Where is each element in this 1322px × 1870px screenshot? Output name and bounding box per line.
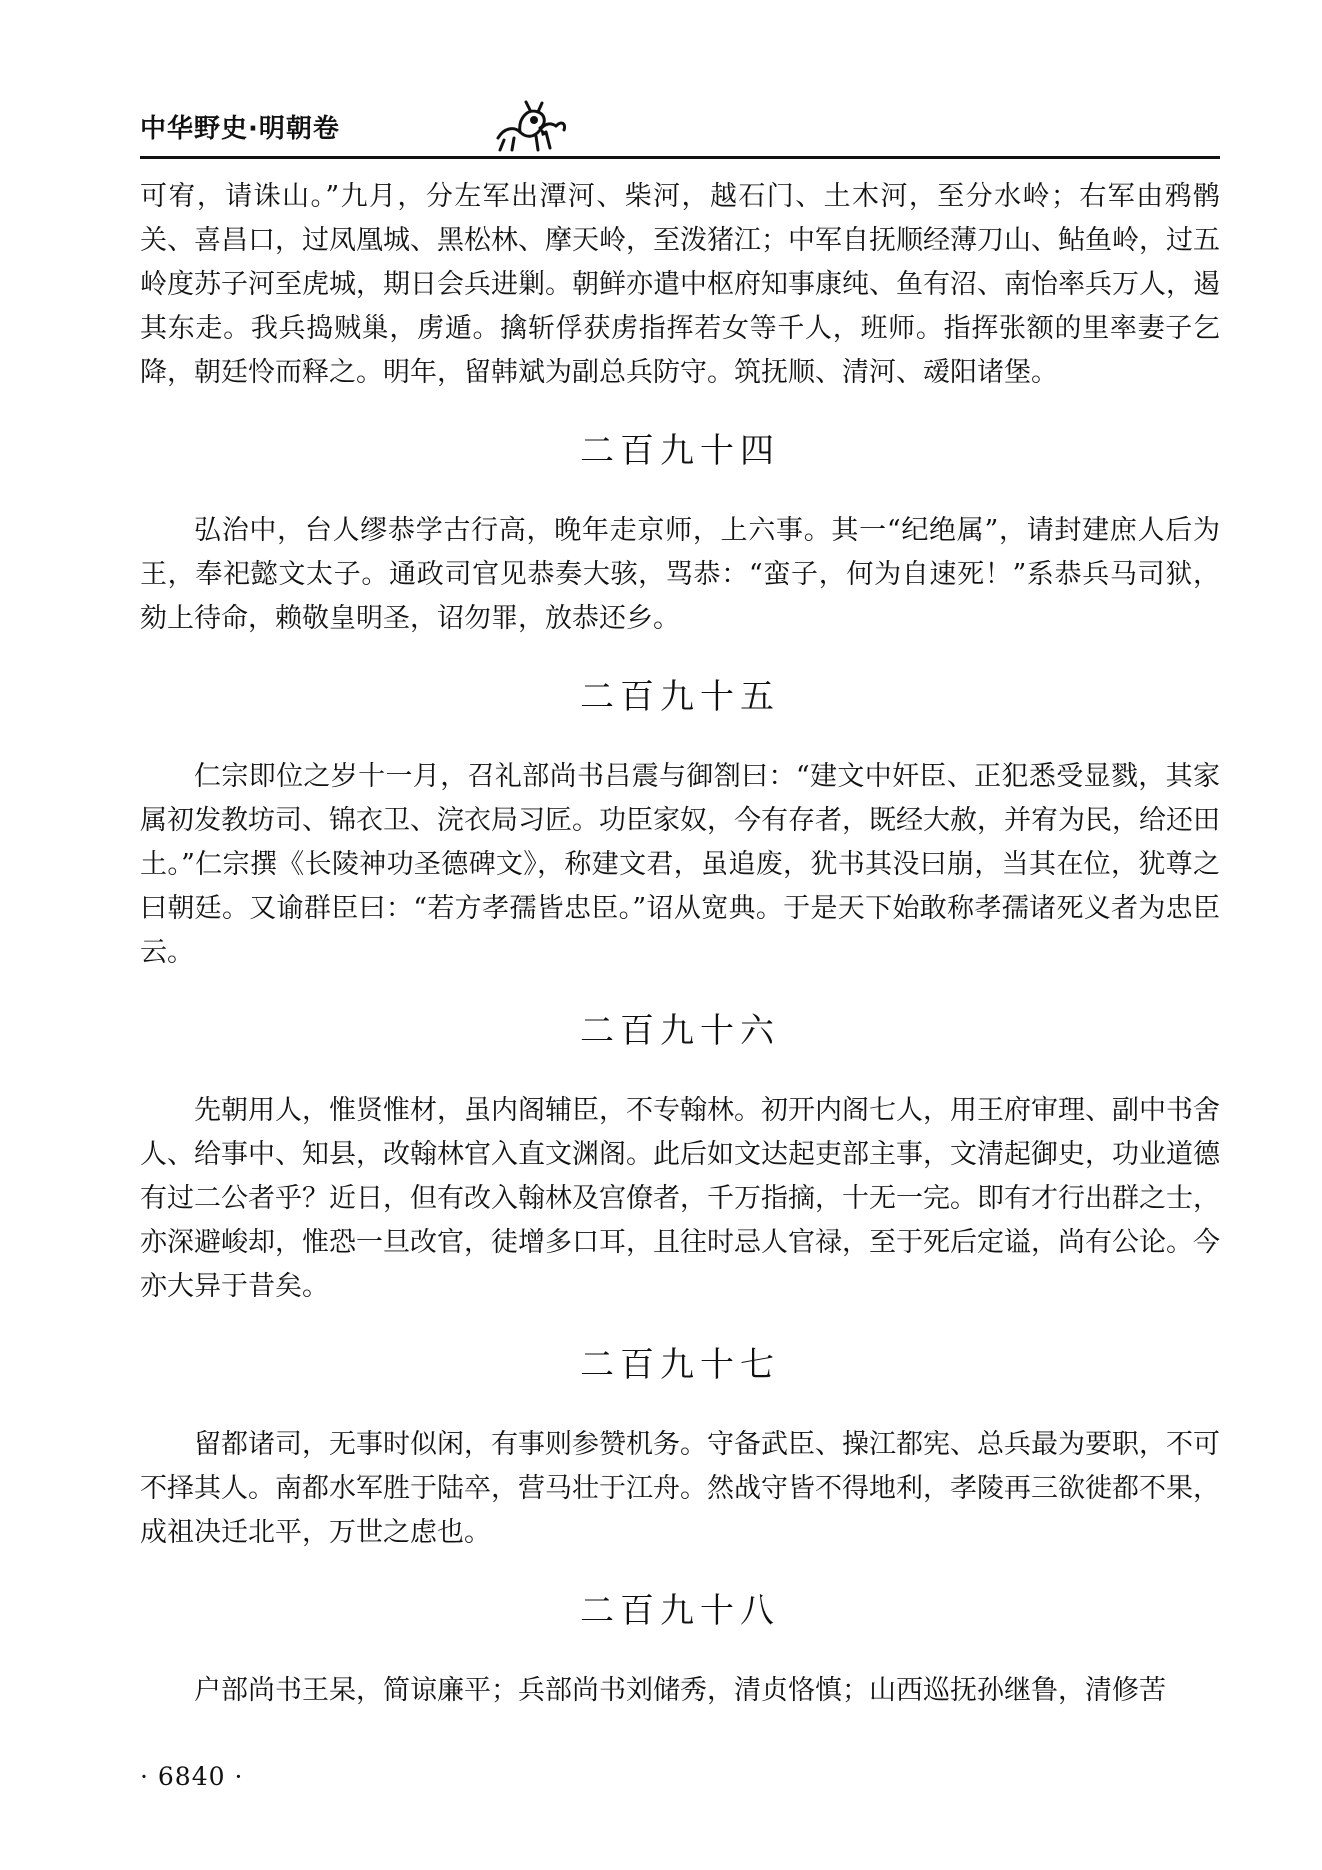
header-divider — [140, 156, 1220, 159]
running-header — [140, 100, 1220, 156]
section-heading: 二百九十七 — [580, 1345, 780, 1385]
section-heading: 二百九十五 — [580, 677, 780, 717]
page-body — [140, 175, 1220, 1713]
section-heading: 二百九十八 — [580, 1591, 780, 1631]
section-text: 户部尚书王杲，简谅廉平；兵部尚书刘储秀，清贞恪慎；山西巡抚孙继鲁，清修苦 — [194, 1675, 1166, 1706]
section-text: 弘治中，台人缪恭学古行高，晚年走京师，上六事。其一“纪绝属”，请封建庶人后为王，奉祀懿文太子。通政司官见恭奏大骇，骂恭：“蛮子，何为自速死！”系恭兵马司狱，劾上待命，赖敬皇明圣，诏勿罪，放恭还乡。 — [140, 515, 1220, 634]
section-text: 可宥，请诛山。”九月，分左军出潭河、柴河，越石门、土木河，至分水岭；右军由鸦鹘关、喜昌口，过凤凰城、黑松林、摩天岭，至泼猪江；中军自抚顺经薄刀山、鲇鱼岭，过五岭度苏子河至虎城，期日会兵进剿。朝鲜亦遣中枢府知事康纯、鱼有沼、南怡率兵万人，遏其东走。我兵捣贼巢，虏遁。擒斩俘获虏指挥若女等千人，班师。指挥张额的里率妻子乞降，朝廷怜而释之。明年，留韩斌为副总兵防守。筑抚顺、清河、叆阳诸堡。 — [140, 181, 1220, 388]
book-title: 中华野史·明朝卷 — [140, 114, 340, 144]
section-text: 仁宗即位之岁十一月，召礼部尚书吕震与御劄曰：“建文中奸臣、正犯悉受显戮，其家属初发教坊司、锦衣卫、浣衣局习匠。功臣家奴，今有存者，既经大赦，并宥为民，给还田土。”仁宗撰《长陵神功圣德碑文》，称建文君，虽追废，犹书其没曰崩，当其在位，犹尊之曰朝廷。又谕群臣曰：“若方孝孺皆忠臣。”诏从宽典。于是天下始敢称孝孺诸死义者为忠臣云。 — [140, 761, 1220, 968]
page-number: · 6840 · — [140, 1762, 244, 1791]
section-heading: 二百九十四 — [580, 431, 780, 471]
section-heading: 二百九十六 — [580, 1011, 780, 1051]
dragon-emblem-icon — [490, 98, 572, 156]
section-text: 留都诸司，无事时似闲，有事则参赞机务。守备武臣、操江都宪、总兵最为要职，不可不择其人。南都水军胜于陆卒，营马壮于江舟。然战守皆不得地利，孝陵再三欲徙都不果，成祖决迁北平，万世之虑也。 — [140, 1429, 1220, 1548]
section-text: 先朝用人，惟贤惟材，虽内阁辅臣，不专翰林。初开内阁七人，用王府审理、副中书舍人、给事中、知县，改翰林官入直文渊阁。此后如文达起吏部主事，文清起御史，功业道德有过二公者乎？近日，但有改入翰林及宫僚者，千万指摘，十无一完。即有才行出群之士，亦深避峻却，惟恐一旦改官，徒增多口耳，且往时忌人官禄，至于死后定谥，尚有公论。今亦大异于昔矣。 — [140, 1095, 1220, 1302]
